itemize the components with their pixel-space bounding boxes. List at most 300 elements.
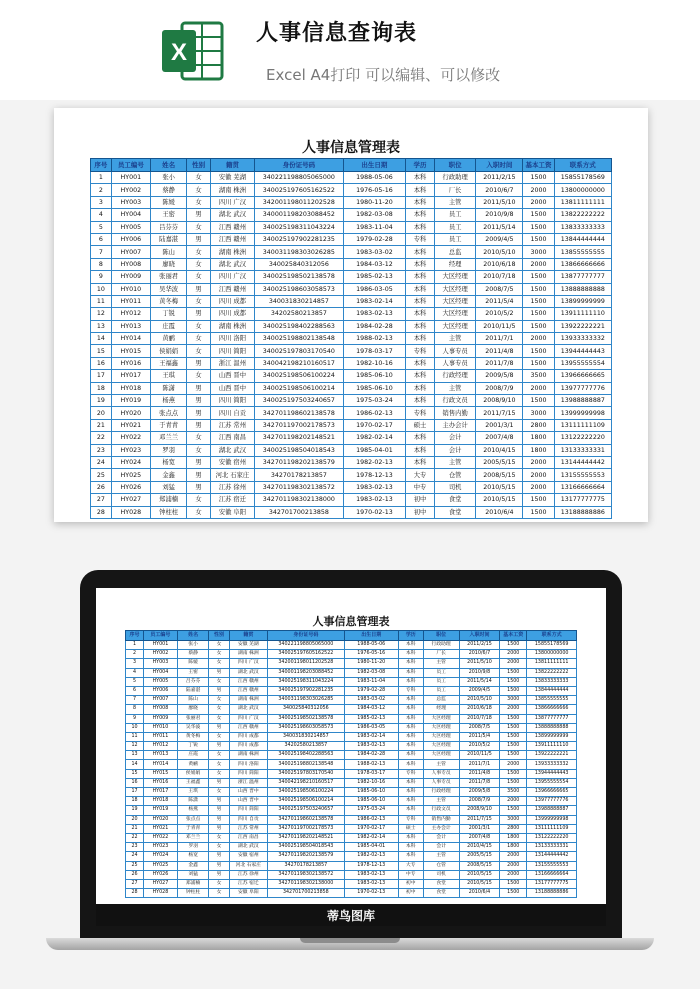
table-cell: 本科 [398, 723, 423, 732]
table-cell: 2010/6/18 [476, 258, 523, 270]
table-cell: 江西 赣州 [210, 233, 254, 245]
table-cell: 2000 [500, 650, 527, 659]
table-cell: 女 [209, 659, 229, 668]
table-cell: 13877777777 [554, 271, 611, 283]
table-cell: 男 [209, 723, 229, 732]
table-cell: 本科 [406, 444, 435, 456]
table-cell: 340025197605162522 [268, 650, 345, 659]
table-cell: 13188888886 [527, 889, 577, 898]
table-cell: 13111111109 [527, 824, 577, 833]
table-cell: 13822222222 [527, 668, 577, 677]
table-cell: 1500 [523, 221, 554, 233]
page-title: 人事信息查询表 [256, 21, 418, 46]
table-cell: 本科 [406, 221, 435, 233]
table-cell: 1800 [500, 843, 527, 852]
table-cell: 侯娟娟 [177, 769, 209, 778]
table-cell: 四川 简阳 [229, 806, 267, 815]
table-cell: 1500 [500, 677, 527, 686]
table-cell: 2000 [523, 258, 554, 270]
table-cell: 男 [187, 469, 210, 481]
table-cell: 江苏 常州 [229, 824, 267, 833]
table-cell: 2011/5/14 [459, 677, 500, 686]
table-cell: 12 [91, 308, 112, 320]
table-cell: 340025198502138578 [255, 271, 344, 283]
table-cell: 女 [209, 641, 229, 650]
table-cell: 会计 [434, 432, 476, 444]
table-cell: 2800 [523, 419, 554, 431]
table-cell: 21 [126, 824, 144, 833]
table-cell: 于青青 [177, 824, 209, 833]
table-cell: 25 [91, 469, 112, 481]
table-cell: 吴华波 [150, 283, 186, 295]
table-cell: 1500 [523, 172, 554, 184]
column-header: 出生日期 [344, 631, 398, 641]
table-cell: 吕芬芬 [177, 677, 209, 686]
table-cell: HY016 [144, 778, 178, 787]
table-cell: 340221198805065000 [268, 641, 345, 650]
table-cell: 安徽 阜阳 [210, 506, 254, 518]
table-cell: 湖北 武汉 [210, 258, 254, 270]
table-cell: 男 [209, 815, 229, 824]
table-cell: 专科 [398, 815, 423, 824]
table-cell: 13955555554 [554, 357, 611, 369]
table-cell: 河北 石家庄 [229, 861, 267, 870]
table-cell: 江西 赣州 [210, 221, 254, 233]
table-cell: 2010/6/7 [459, 650, 500, 659]
table-cell: 13999999998 [554, 407, 611, 419]
table-cell: 女 [209, 769, 229, 778]
table-cell: 男 [209, 797, 229, 806]
table-cell: 1 [126, 641, 144, 650]
column-header: 身份证号码 [268, 631, 345, 641]
table-cell: 张点点 [177, 815, 209, 824]
laptop-notch [300, 938, 400, 943]
table-cell: 王密 [177, 668, 209, 677]
table-cell: 人事专员 [423, 778, 459, 787]
table-cell: 13866666666 [554, 258, 611, 270]
table-cell: 13833333333 [554, 221, 611, 233]
table-cell: 13888888888 [554, 283, 611, 295]
table-cell: 340031830214857 [268, 732, 345, 741]
table-cell: 3000 [523, 407, 554, 419]
table-cell: 2009/5/8 [476, 370, 523, 382]
table-cell: 340031198303026285 [255, 246, 344, 258]
table-body [126, 641, 577, 898]
table-cell: 女 [209, 677, 229, 686]
table-row [126, 769, 577, 778]
table-cell: 1986-03-05 [344, 723, 398, 732]
table-cell: 13966666665 [554, 370, 611, 382]
table-cell: 本科 [398, 778, 423, 787]
table-cell: 2011/5/10 [476, 196, 523, 208]
table-cell: 廖晓 [150, 258, 186, 270]
table-cell: HY011 [144, 732, 178, 741]
table-cell: 行政经理 [434, 370, 476, 382]
table-cell: 2000 [500, 870, 527, 879]
table-cell: 1500 [500, 778, 527, 787]
table-row [126, 751, 577, 760]
table-cell: 大区经理 [423, 714, 459, 723]
table-cell: 342701198202148521 [268, 833, 345, 842]
spreadsheet-preview [54, 108, 648, 522]
table-cell: 四川 成都 [210, 308, 254, 320]
table-row [126, 696, 577, 705]
table-cell: 女 [209, 879, 229, 888]
table-cell: 湖南 株洲 [229, 751, 267, 760]
table-cell: 25 [126, 861, 144, 870]
table-cell: HY007 [144, 696, 178, 705]
table-cell: 13155555553 [554, 469, 611, 481]
table-row [91, 320, 612, 332]
table-row [126, 806, 577, 815]
table-cell: 342701197002178573 [255, 419, 344, 431]
table-cell: 1 [91, 172, 112, 184]
table-cell: 主管 [434, 382, 476, 394]
table-cell: 大区经理 [423, 732, 459, 741]
table-cell: 罗羽 [150, 444, 186, 456]
table-cell: 1984-02-28 [344, 751, 398, 760]
table-cell: 男 [209, 870, 229, 879]
table-cell: 1500 [500, 714, 527, 723]
table-cell: 司机 [423, 870, 459, 879]
table-cell: 本科 [398, 742, 423, 751]
table-cell: 本科 [398, 668, 423, 677]
table-cell: 17 [126, 788, 144, 797]
table-cell: HY008 [111, 258, 150, 270]
table-cell: 17 [91, 370, 112, 382]
table-cell: 26 [126, 870, 144, 879]
table-cell: 20 [126, 815, 144, 824]
table-cell: 湖北 武汉 [210, 444, 254, 456]
table-cell: 四川 简阳 [210, 345, 254, 357]
table-cell: 13844444444 [527, 686, 577, 695]
table-cell: 342701198302138572 [255, 481, 344, 493]
table-cell: 13966666665 [527, 788, 577, 797]
table-cell: HY001 [144, 641, 178, 650]
table-cell: 1983-11-04 [343, 221, 406, 233]
table-cell: 2011/5/10 [459, 659, 500, 668]
table-cell: 黄冬梅 [177, 732, 209, 741]
table-cell: 1984-02-28 [343, 320, 406, 332]
table-cell: 男 [187, 382, 210, 394]
table-cell: HY007 [111, 246, 150, 258]
table-cell: 2000 [523, 196, 554, 208]
table-cell: 340221198805065000 [255, 172, 344, 184]
table-cell: 本科 [406, 395, 435, 407]
table-cell: 王琪 [150, 370, 186, 382]
table-cell: 1500 [500, 641, 527, 650]
table-cell: 1976-05-16 [343, 184, 406, 196]
table-cell: 1978-12-13 [343, 469, 406, 481]
table-cell: 女 [187, 184, 210, 196]
column-header: 姓名 [150, 159, 186, 172]
table-cell: 2001/3/1 [459, 824, 500, 833]
table-cell: 本科 [398, 650, 423, 659]
table-cell: 男 [187, 456, 210, 468]
table-cell: HY028 [111, 506, 150, 518]
table-cell: 湖北 武汉 [229, 843, 267, 852]
sheet-title: 人事信息管理表 [312, 615, 390, 628]
table-cell: 1986-02-13 [344, 815, 398, 824]
table-cell: 陆嘉湛 [150, 233, 186, 245]
table-cell: HY024 [111, 456, 150, 468]
table-row [91, 246, 612, 258]
table-row [91, 395, 612, 407]
table-cell: 2010/5/2 [459, 742, 500, 751]
table-cell: 员工 [434, 233, 476, 245]
table-cell: 男 [187, 481, 210, 493]
table-row [91, 469, 612, 481]
table-cell: 江西 南昌 [210, 432, 254, 444]
table-cell: 8 [126, 705, 144, 714]
table-cell: 厂长 [423, 650, 459, 659]
table-cell: 本科 [398, 833, 423, 842]
table-cell: 女 [209, 696, 229, 705]
table-cell: 2010/6/18 [459, 705, 500, 714]
table-cell: 1986-03-05 [343, 283, 406, 295]
table-cell: 1970-02-17 [344, 824, 398, 833]
table-cell: HY025 [111, 469, 150, 481]
table-row [91, 233, 612, 245]
table-cell: 女 [187, 333, 210, 345]
table-cell: 女 [209, 751, 229, 760]
watermark-label: 蒂鸟图库 [326, 909, 375, 923]
table-row [91, 382, 612, 394]
table-cell: HY027 [144, 879, 178, 888]
table-cell: 2000 [500, 852, 527, 861]
table-cell: 邓兰兰 [177, 833, 209, 842]
table-cell: 河北 石家庄 [210, 469, 254, 481]
table-cell: 13933333332 [527, 760, 577, 769]
column-header: 入职时间 [476, 159, 523, 172]
table-cell: 本科 [398, 806, 423, 815]
table-cell: 1500 [500, 889, 527, 898]
table-cell: 13855555555 [527, 696, 577, 705]
table-cell: 陈潇 [150, 382, 186, 394]
table-cell: 初中 [406, 506, 435, 518]
table-cell: 男 [187, 395, 210, 407]
table-cell: 主办会计 [434, 419, 476, 431]
table-cell: 13977777776 [527, 797, 577, 806]
table-cell: 13188888886 [554, 506, 611, 518]
table-cell: HY003 [111, 196, 150, 208]
table-cell: 2011/5/4 [476, 295, 523, 307]
table-cell: HY012 [111, 308, 150, 320]
table-cell: 主办会计 [423, 824, 459, 833]
table-cell: 主管 [423, 852, 459, 861]
column-header: 学历 [398, 631, 423, 641]
table-cell: 江西 南昌 [229, 833, 267, 842]
table-cell: 杨宽 [150, 456, 186, 468]
table-row [91, 258, 612, 270]
table-cell: 本科 [398, 732, 423, 741]
table-cell: 四川 洛阳 [229, 760, 267, 769]
table-cell: 本科 [406, 295, 435, 307]
table-cell: 340025198506100214 [268, 797, 345, 806]
table-cell: 2 [126, 650, 144, 659]
table-row [91, 308, 612, 320]
table-cell: 专科 [406, 407, 435, 419]
table-cell: 1982-10-16 [344, 778, 398, 787]
column-header: 学历 [406, 159, 435, 172]
laptop-screen [96, 588, 606, 926]
table-row [126, 824, 577, 833]
table-cell: 四川 成都 [229, 732, 267, 741]
table-cell: 女 [187, 370, 210, 382]
table-cell: 专科 [406, 345, 435, 357]
table-cell: 庄霞 [150, 320, 186, 332]
table-cell: 2009/5/8 [459, 788, 500, 797]
table-cell: 安徽 阜阳 [229, 889, 267, 898]
table-cell: 安徽 芜湖 [229, 641, 267, 650]
table-cell: 2011/4/8 [476, 345, 523, 357]
table-cell: 山西 晋中 [210, 382, 254, 394]
table-cell: 江西 赣州 [210, 283, 254, 295]
table-cell: 2008/9/10 [459, 806, 500, 815]
table-cell: 男 [187, 357, 210, 369]
table-cell: 金鑫 [150, 469, 186, 481]
table-cell: 24 [126, 852, 144, 861]
table-cell: 2010/5/15 [459, 879, 500, 888]
column-header: 籍贯 [229, 631, 267, 641]
table-cell: 四川 自贡 [210, 407, 254, 419]
table-cell: 4 [91, 209, 112, 221]
table-cell: 女 [187, 345, 210, 357]
table-row [126, 815, 577, 824]
table-cell: 主管 [434, 333, 476, 345]
table-cell: 仓管 [434, 469, 476, 481]
table-cell: 员工 [434, 209, 476, 221]
table-cell: 340025197503240657 [255, 395, 344, 407]
table-cell: 女 [209, 650, 229, 659]
table-cell: 湖北 武汉 [229, 668, 267, 677]
table-cell: 2010/9/8 [476, 209, 523, 221]
table-cell: 5 [126, 677, 144, 686]
table-cell: 男 [209, 861, 229, 870]
table-cell: 女 [187, 494, 210, 506]
table-cell: 侯娟娟 [150, 345, 186, 357]
table-cell: 2010/5/15 [476, 494, 523, 506]
table-row [91, 481, 612, 493]
table-row [91, 345, 612, 357]
table-cell: 四川 成都 [229, 742, 267, 751]
table-cell: HY008 [144, 705, 178, 714]
column-header: 基本工资 [523, 159, 554, 172]
table-cell: 主管 [423, 797, 459, 806]
table-cell: 大区经理 [423, 742, 459, 751]
table-cell: 13111111109 [554, 419, 611, 431]
table-cell: 女 [187, 172, 210, 184]
table-row [126, 861, 577, 870]
table-cell: 340025197902281235 [255, 233, 344, 245]
table-cell: 本科 [398, 852, 423, 861]
table-cell: 1500 [523, 209, 554, 221]
table-cell: 13800000000 [527, 650, 577, 659]
table-cell: 2000 [523, 184, 554, 196]
table-cell: 342701198202148521 [255, 432, 344, 444]
table-cell: 1982-03-08 [344, 668, 398, 677]
table-cell: 2010/6/4 [476, 506, 523, 518]
table-row [126, 778, 577, 787]
table-cell: 340042198210160517 [268, 778, 345, 787]
table-cell: 江苏 徐州 [229, 870, 267, 879]
column-header: 出生日期 [343, 159, 406, 172]
table-cell: 吴华波 [177, 723, 209, 732]
table-cell: HY002 [111, 184, 150, 196]
table-cell: 13922222221 [527, 751, 577, 760]
table-cell: 1985-04-01 [344, 843, 398, 852]
table-cell: 3 [91, 196, 112, 208]
table-cell: 山西 晋中 [229, 788, 267, 797]
table-cell: 4 [126, 668, 144, 677]
table-cell: 本科 [406, 283, 435, 295]
table-cell: 江西 赣州 [229, 686, 267, 695]
table-cell: 340025198402288563 [255, 320, 344, 332]
table-cell: 四川 广汉 [210, 196, 254, 208]
table-cell: 1980-11-20 [344, 659, 398, 668]
table-cell: 1983-11-04 [344, 677, 398, 686]
table-cell: HY012 [144, 742, 178, 751]
table-cell: HY019 [111, 395, 150, 407]
table-cell: 6 [91, 233, 112, 245]
table-row [91, 271, 612, 283]
table-cell: 2010/11/5 [459, 751, 500, 760]
table-cell: 2011/7/8 [476, 357, 523, 369]
table-cell: 1800 [523, 432, 554, 444]
table-cell: 26 [91, 481, 112, 493]
table-cell: 340025198506100224 [255, 370, 344, 382]
table-cell: 江西 赣州 [229, 723, 267, 732]
table-cell: 340025198506100224 [268, 788, 345, 797]
table-cell: 1975-03-24 [343, 395, 406, 407]
table-cell: 340031198303026285 [268, 696, 345, 705]
table-cell: 21 [91, 419, 112, 431]
table-cell: 本科 [398, 677, 423, 686]
table-cell: 13800000000 [554, 184, 611, 196]
table-cell: 蔡静 [177, 650, 209, 659]
table-row [91, 357, 612, 369]
table-cell: 2010/5/2 [476, 308, 523, 320]
table-cell: 8 [91, 258, 112, 270]
table-cell: 2010/4/15 [459, 843, 500, 852]
table-cell: 四川 广汉 [210, 271, 254, 283]
table-cell: HY015 [144, 769, 178, 778]
table-cell: 男 [187, 283, 210, 295]
table-cell: 销售内勤 [434, 407, 476, 419]
table-header-row [126, 631, 577, 641]
table-cell: 湖南 株洲 [229, 696, 267, 705]
table-cell: 本科 [398, 843, 423, 852]
table-cell: 2000 [500, 797, 527, 806]
table-cell: 男 [209, 686, 229, 695]
table-cell: 本科 [406, 432, 435, 444]
table-cell: 大区经理 [434, 308, 476, 320]
table-cell: 金鑫 [177, 861, 209, 870]
table-cell: 人事专员 [423, 769, 459, 778]
table-cell: 女 [209, 833, 229, 842]
table-cell: 本科 [406, 196, 435, 208]
table-row [91, 506, 612, 518]
table-cell: 男 [209, 852, 229, 861]
table-cell: 陈潇 [177, 797, 209, 806]
table-cell: 28 [126, 889, 144, 898]
table-cell: 黄鹂 [150, 333, 186, 345]
table-cell: 女 [209, 714, 229, 723]
table-cell: 女 [209, 788, 229, 797]
table-cell: 男 [187, 419, 210, 431]
table-cell: 四川 广汉 [229, 659, 267, 668]
table-cell: HY025 [144, 861, 178, 870]
